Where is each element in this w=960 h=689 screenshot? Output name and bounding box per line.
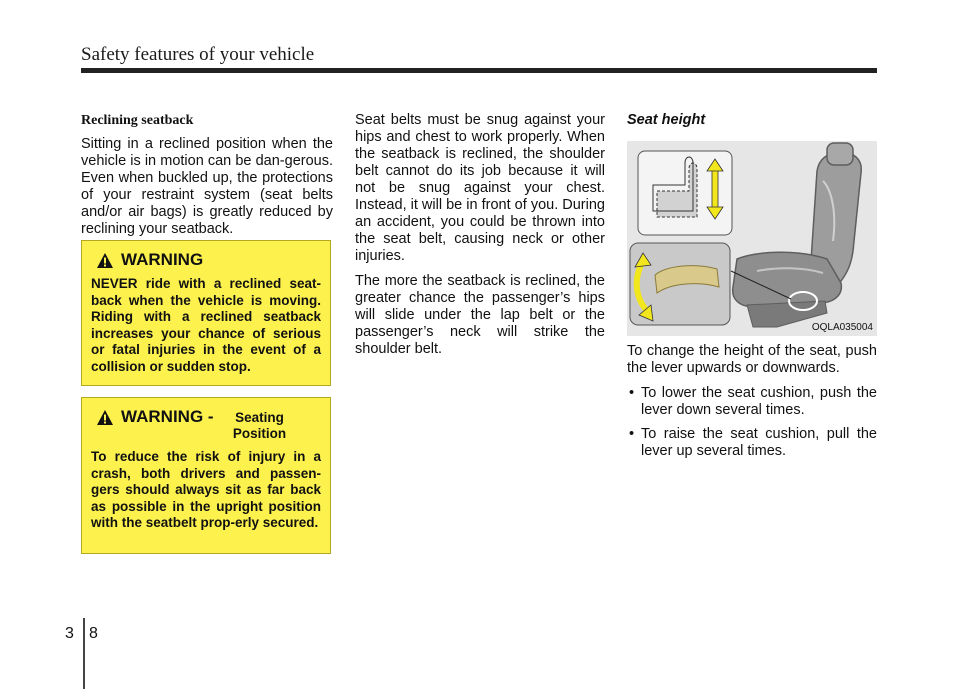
reclining-body-text: Sitting in a reclined position when the vehicle is in motion can be dan-gerous. Even when buckled up, the protections of your restraint system (seat belts and/or air bags) is greatly reduced by reclining your seatback.: [81, 136, 333, 237]
seat-icon: [733, 143, 862, 327]
page-number-divider: [83, 618, 85, 689]
seat-height-intro: To change the height of the seat, push the lever upwards or downwards.: [627, 343, 877, 376]
list-item: • To lower the seat cushion, push the lever down several times.: [627, 385, 877, 419]
warning-subtitle: Seating Position: [232, 410, 287, 441]
seat-height-text: [627, 343, 877, 467]
warning-box-reclined: [81, 240, 331, 386]
seat-height-illustration: [627, 141, 877, 336]
left-column: [81, 112, 333, 246]
warning-triangle-icon: [97, 410, 113, 425]
warning-label: WARNING -: [121, 407, 214, 426]
lever-closeup-inset-icon: [630, 243, 730, 325]
page-number: 8: [89, 625, 98, 642]
chapter-number: 3: [65, 625, 74, 642]
section-heading-reclining: Reclining seatback: [81, 113, 194, 128]
seat-drawing: [627, 141, 877, 336]
header-rule: [81, 68, 877, 73]
seatbelt-body-text: Seat belts must be snug against your hips and chest to work properly. When the seatback is reclined, the shoulder belt cannot do its job because it will not be snug against your chest. Instead, it will be in front of you. During an accident, you could be thrown into the seat belt, causing neck or other injuries.: [355, 112, 605, 264]
warning-header: [97, 408, 321, 442]
seat-height-bullets: [627, 385, 877, 460]
warning-text-seating: To reduce the risk of injury in a crash, both drivers and passen-gers should always sit as far back as possible in the upright position with the seatbelt prop-erly secured.: [91, 449, 321, 530]
warning-header: [97, 251, 321, 269]
section-heading-seat-height: Seat height: [627, 112, 706, 128]
middle-column: [355, 112, 605, 366]
list-item: • To raise the seat cushion, pull the lever up several times.: [627, 426, 877, 460]
recline-risk-text: The more the seatback is reclined, the greater chance the passenger’s hips will slide under the lap belt or the passenger’s neck will strike the shoulder belt.: [355, 273, 605, 357]
right-column: [627, 112, 877, 129]
warning-text-reclined: NEVER ride with a reclined seat-back when the vehicle is moving. Riding with a reclined seatback increases your chance of serious or fatal injuries in the event of a collision or sudden stop.: [91, 276, 321, 374]
figure-code: OQLA035004: [811, 322, 873, 333]
warning-triangle-icon: [97, 253, 113, 268]
warning-label: WARNING: [121, 250, 204, 269]
warning-box-seating-position: [81, 397, 331, 554]
seat-diagram-inset-icon: [638, 151, 732, 235]
page-header-title: Safety features of your vehicle: [81, 44, 315, 65]
